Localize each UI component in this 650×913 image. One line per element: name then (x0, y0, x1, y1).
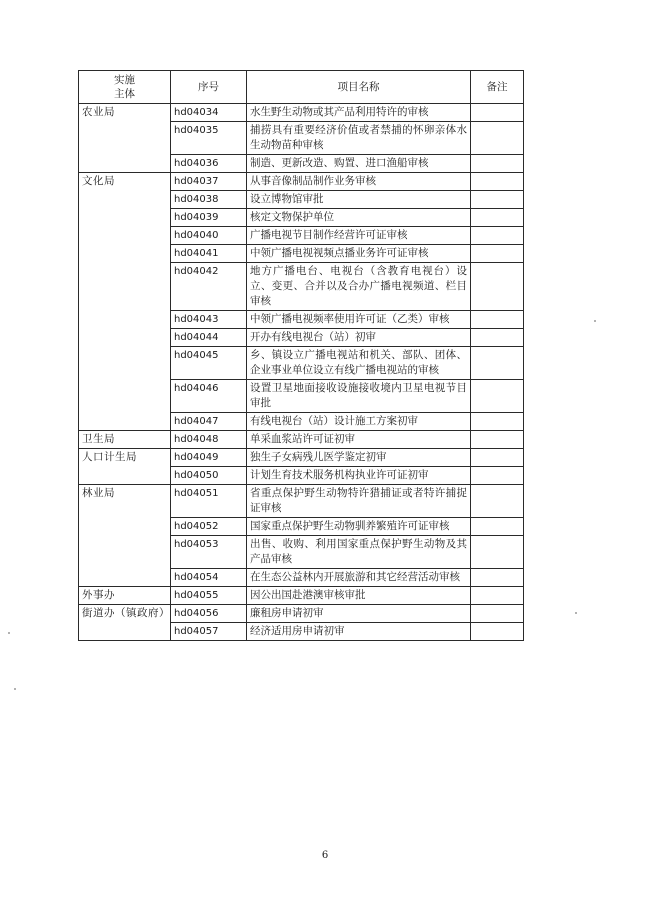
code-cell: hd04053 (171, 536, 247, 569)
code-cell: hd04048 (171, 431, 247, 449)
code-cell: hd04036 (171, 155, 247, 173)
remark-cell (471, 587, 524, 605)
item-name-cell: 独生子女病残儿医学鉴定初审 (247, 449, 471, 467)
agency-cell: 林业局 (79, 485, 171, 587)
remark-cell (471, 347, 524, 380)
remark-cell (471, 155, 524, 173)
code-cell: hd04040 (171, 227, 247, 245)
remark-cell (471, 467, 524, 485)
code-cell: hd04041 (171, 245, 247, 263)
remark-cell (471, 536, 524, 569)
item-name-cell: 设立博物馆审批 (247, 191, 471, 209)
remark-cell (471, 245, 524, 263)
item-name-cell: 有线电视台（站）设计施工方案初审 (247, 413, 471, 431)
remark-cell (471, 431, 524, 449)
item-name-cell: 捕捞具有重要经济价值或者禁捕的怀卵亲体水生动物苗种审核 (247, 122, 471, 155)
code-cell: hd04050 (171, 467, 247, 485)
code-cell: hd04057 (171, 623, 247, 641)
agency-cell: 外事办 (79, 587, 171, 605)
agency-cell: 农业局 (79, 104, 171, 173)
table-header-row (79, 71, 524, 104)
header-agency-label: 实施 主体 (114, 74, 135, 100)
item-name-cell: 经济适用房申请初审 (247, 623, 471, 641)
remark-cell (471, 227, 524, 245)
agency-cell: 卫生局 (79, 431, 171, 449)
item-name-cell: 计划生育技术服务机构执业许可证初审 (247, 467, 471, 485)
remark-cell (471, 104, 524, 122)
item-name-cell: 地方广播电台、电视台（含教育电视台）设立、变更、合并以及合办广播电视频道、栏目审核 (247, 263, 471, 311)
table-row (79, 104, 524, 122)
scan-speck (8, 632, 10, 634)
approval-items-table (78, 70, 524, 641)
remark-cell (471, 518, 524, 536)
table-row (79, 173, 524, 191)
remark-cell (471, 263, 524, 311)
remark-cell (471, 623, 524, 641)
item-name-cell: 广播电视节目制作经营许可证审核 (247, 227, 471, 245)
agency-cell: 街道办（镇政府） (79, 605, 171, 641)
code-cell: hd04042 (171, 263, 247, 311)
item-name-cell: 开办有线电视台（站）初审 (247, 329, 471, 347)
code-cell: hd04038 (171, 191, 247, 209)
item-name-cell: 制造、更新改造、购置、进口渔船审核 (247, 155, 471, 173)
code-cell: hd04049 (171, 449, 247, 467)
code-cell: hd04043 (171, 311, 247, 329)
item-name-cell: 国家重点保护野生动物驯养繁殖许可证审核 (247, 518, 471, 536)
item-name-cell: 中领广播电视视频点播业务许可证审核 (247, 245, 471, 263)
code-cell: hd04051 (171, 485, 247, 518)
remark-cell (471, 569, 524, 587)
remark-cell (471, 485, 524, 518)
table-row (79, 587, 524, 605)
remark-cell (471, 122, 524, 155)
remark-cell (471, 173, 524, 191)
code-cell: hd04034 (171, 104, 247, 122)
remark-cell (471, 191, 524, 209)
remark-cell (471, 209, 524, 227)
scan-speck (575, 612, 577, 614)
remark-cell (471, 605, 524, 623)
agency-cell: 人口计生局 (79, 449, 171, 485)
code-cell: hd04037 (171, 173, 247, 191)
item-name-cell: 中领广播电视频率使用许可证（乙类）审核 (247, 311, 471, 329)
remark-cell (471, 449, 524, 467)
code-cell: hd04052 (171, 518, 247, 536)
item-name-cell: 水生野生动物或其产品利用特许的审核 (247, 104, 471, 122)
code-cell: hd04044 (171, 329, 247, 347)
header-code: 序号 (171, 71, 247, 104)
code-cell: hd04045 (171, 347, 247, 380)
header-item-name: 项目名称 (247, 71, 471, 104)
agency-cell: 文化局 (79, 173, 171, 431)
remark-cell (471, 413, 524, 431)
item-name-cell: 核定文物保护单位 (247, 209, 471, 227)
code-cell: hd04056 (171, 605, 247, 623)
scan-speck (14, 688, 16, 690)
header-remark: 备注 (471, 71, 524, 104)
item-name-cell: 在生态公益林内开展旅游和其它经营活动审核 (247, 569, 471, 587)
remark-cell (471, 329, 524, 347)
scan-speck (594, 320, 596, 322)
item-name-cell: 廉租房申请初审 (247, 605, 471, 623)
code-cell: hd04035 (171, 122, 247, 155)
code-cell: hd04046 (171, 380, 247, 413)
remark-cell (471, 311, 524, 329)
item-name-cell: 乡、镇设立广播电视站和机关、部队、团体、企业事业单位设立有线广播电视站的审核 (247, 347, 471, 380)
code-cell: hd04054 (171, 569, 247, 587)
page-number: 6 (321, 850, 329, 861)
table-row (79, 449, 524, 467)
table-row (79, 605, 524, 623)
item-name-cell: 设置卫星地面接收设施接收境内卫星电视节目审批 (247, 380, 471, 413)
code-cell: hd04039 (171, 209, 247, 227)
item-name-cell: 单采血浆站许可证初审 (247, 431, 471, 449)
item-name-cell: 省重点保护野生动物特许猎捕证或者特许捕捉证审核 (247, 485, 471, 518)
item-name-cell: 从事音像制品制作业务审核 (247, 173, 471, 191)
table-row (79, 485, 524, 518)
table-row (79, 431, 524, 449)
code-cell: hd04047 (171, 413, 247, 431)
item-name-cell: 出售、收购、利用国家重点保护野生动物及其产品审核 (247, 536, 471, 569)
item-name-cell: 因公出国赴港澳审核审批 (247, 587, 471, 605)
header-agency (79, 71, 171, 104)
remark-cell (471, 380, 524, 413)
code-cell: hd04055 (171, 587, 247, 605)
